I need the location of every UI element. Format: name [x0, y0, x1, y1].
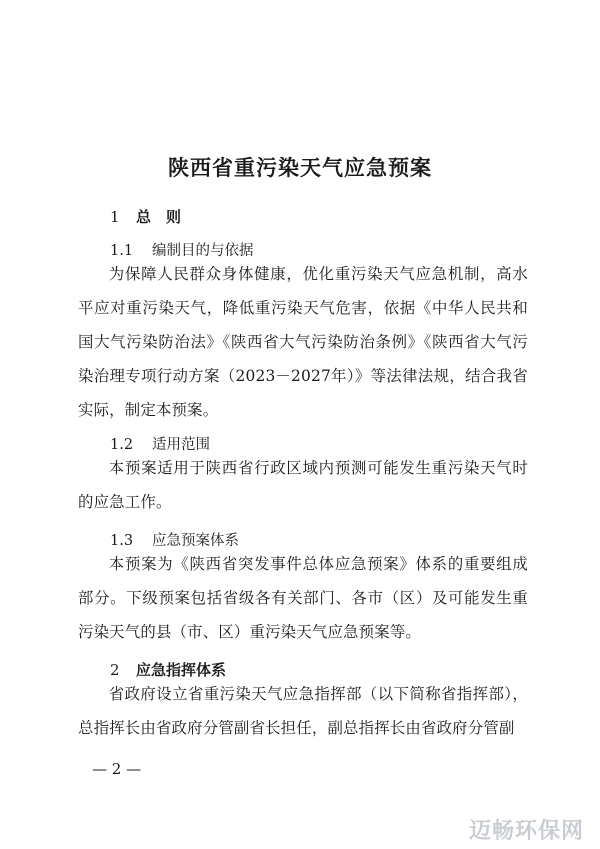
section-label: 适用范围: [152, 437, 210, 453]
paragraph-command: 省政府设立省重污染天气应急指挥部（以下简称省指挥部），总指挥长由省政府分管副省长担任，副总指挥长由省政府分管副: [78, 685, 528, 737]
watermark-logo: 迈畅环保网: [468, 819, 584, 844]
paragraph-scope: 本预案适用于陕西省行政区域内预测可能发生重污染天气时的应急工作。: [78, 459, 528, 511]
section-number: 1.1: [110, 243, 134, 259]
paragraph-purpose: 为保障人民群众身体健康，优化重污染天气应急机制，高水平应对重污染天气，降低重污染天气危害，依据《中华人民共和国大气污染防治法》《陕西省大气污染防治条例》《陕西省大气污染治理专项行动方案（2023－2027年）》等法律法规，结合我省实际，制定本预案。: [78, 265, 528, 419]
section-number: 1: [110, 208, 120, 226]
section-number: 1.2: [110, 437, 134, 453]
section-1-heading: [110, 206, 181, 227]
document-title: 陕西省重污染天气应急预案: [168, 156, 432, 180]
section-number: 1.3: [110, 533, 134, 549]
section-label: 应急预案体系: [152, 533, 239, 549]
section-label: 应急指挥体系: [136, 661, 227, 679]
section-label: 编制目的与依据: [152, 243, 254, 259]
section-number: 2: [110, 661, 120, 679]
paragraph-plan-system: 本预案为《陕西省突发事件总体应急预案》体系的重要组成部分。下级预案包括省级各有关部门、各市（区）及可能发生重污染天气的县（市、区）重污染天气应急预案等。: [78, 555, 528, 641]
section-label: 总 则: [136, 208, 182, 226]
page-number: — 2 —: [92, 760, 142, 778]
